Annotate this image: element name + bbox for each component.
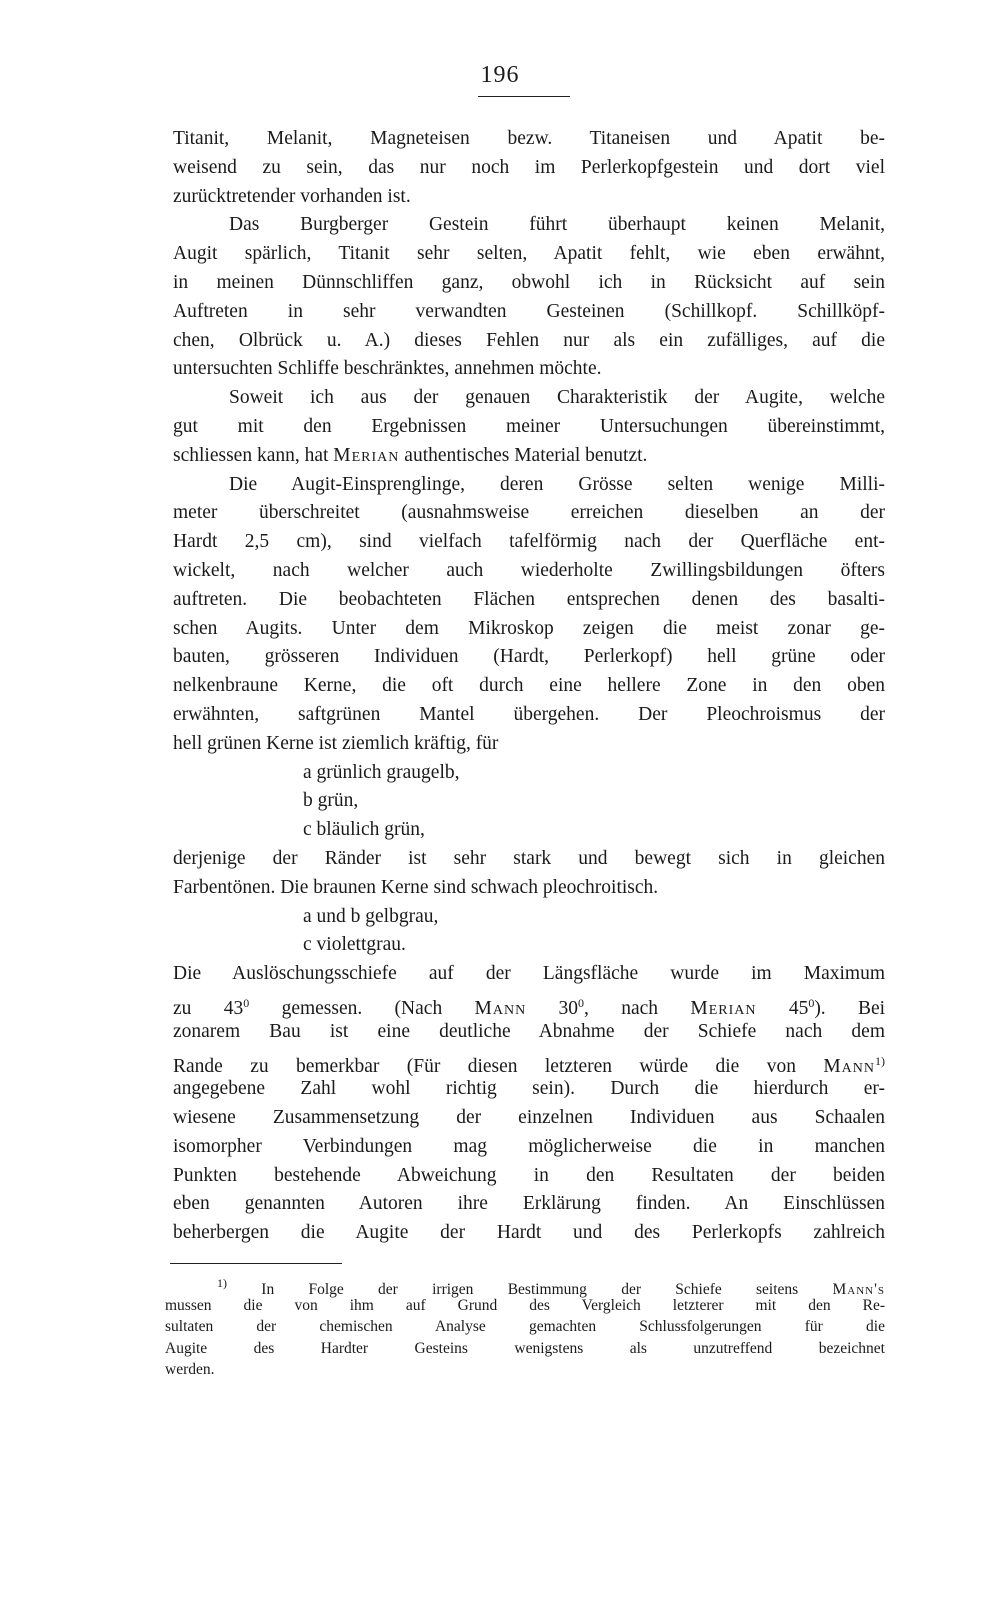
text-span: , nach bbox=[584, 997, 659, 1019]
text-line: angegebene Zahl wohl richtig sein). Durch die hierdurch er- bbox=[173, 1078, 885, 1100]
footnote-line: Augite des Hardter Gesteins wenigstens als unzutreffend bezeichnet bbox=[165, 1339, 885, 1357]
pleochroism-item: c violettgrau. bbox=[303, 934, 406, 956]
text-span: 30 bbox=[558, 997, 579, 1019]
author-name-mann: Mann bbox=[823, 1055, 876, 1077]
text-line: wickelt, nach welcher auch wiederholte Zwillingsbildungen öfters bbox=[173, 559, 885, 581]
text-line: Augit spärlich, Titanit sehr selten, Apatit fehlt, wie eben erwähnt, bbox=[173, 243, 885, 265]
text-line: weisend zu sein, das nur noch im Perlerkopfgestein und dort viel bbox=[173, 156, 885, 178]
text-line bbox=[173, 989, 885, 1018]
text-line: zonarem Bau ist eine deutliche Abnahme der Schiefe nach dem bbox=[173, 1020, 885, 1042]
text-line: Titanit, Melanit, Magneteisen bezw. Titaneisen und Apatit be- bbox=[173, 128, 885, 149]
degree-sign: 0 bbox=[578, 995, 585, 1010]
text-line: bauten, grösseren Individuen (Hardt, Perlerkopf) hell grüne oder bbox=[173, 646, 885, 668]
body-text bbox=[173, 125, 885, 1248]
text-line: meter überschreitet (ausnahmsweise erreichen dieselben an der bbox=[173, 502, 885, 524]
text-span: zu 43 bbox=[173, 997, 244, 1019]
footnote-reference: 1) bbox=[875, 1053, 886, 1068]
footnote-line: mussen die von ihm auf Grund des Vergleich letzterer mit den Re- bbox=[165, 1296, 885, 1314]
author-name-mann: Mann's bbox=[832, 1281, 886, 1298]
degree-sign: 0 bbox=[243, 995, 250, 1010]
author-name-merian: Merian bbox=[333, 444, 400, 466]
pleochroism-item: a grünlich graugelb, bbox=[303, 761, 460, 783]
text-line: isomorpher Verbindungen mag möglicherweise die in manchen bbox=[173, 1135, 885, 1157]
text-line: zurücktretender vorhanden ist. bbox=[173, 185, 411, 207]
page-number: 196 bbox=[480, 62, 520, 88]
text-line: Hardt 2,5 cm), sind vielfach tafelförmig nach der Querfläche ent- bbox=[173, 531, 885, 553]
pleochroism-item: c bläulich grün, bbox=[303, 819, 425, 841]
text-line: schen Augits. Unter dem Mikroskop zeigen die meist zonar ge- bbox=[173, 617, 885, 639]
text-span: 45 bbox=[788, 997, 809, 1019]
text-line: derjenige der Ränder ist sehr stark und bewegt sich in gleichen bbox=[173, 847, 885, 869]
author-name-merian: Merian bbox=[690, 997, 757, 1019]
footnote-line bbox=[165, 1273, 886, 1298]
footnote bbox=[165, 1273, 885, 1381]
text-line: in meinen Dünnschliffen ganz, obwohl ich in Rücksicht auf sein bbox=[173, 271, 885, 293]
footnote-marker: 1) bbox=[217, 1276, 227, 1290]
footnote-line: werden. bbox=[165, 1361, 215, 1378]
text-line: hell grünen Kerne ist ziemlich kräftig, für bbox=[173, 732, 499, 754]
text-line: Die Augit-Einsprenglinge, deren Grösse selten wenige Milli- bbox=[229, 473, 885, 495]
text-span: Rande zu bemerkbar (Für diesen letzteren würde die von bbox=[173, 1055, 796, 1077]
text-span: schliessen kann, hat bbox=[173, 444, 329, 466]
author-name-mann: Mann bbox=[474, 997, 527, 1019]
text-span: In Folge der irrigen Bestimmung der Schiefe seitens bbox=[261, 1281, 799, 1298]
text-line bbox=[173, 1047, 885, 1076]
footnote-line: sultaten der chemischen Analyse gemachten Schlussfolgerungen für die bbox=[165, 1318, 885, 1335]
text-line: untersuchten Schliffe beschränktes, annehmen möchte. bbox=[173, 358, 602, 380]
text-line: Die Auslöschungsschiefe auf der Längsfläche wurde im Maximum bbox=[173, 963, 885, 985]
text-line bbox=[173, 442, 885, 471]
pleochroism-item: b grün, bbox=[303, 790, 359, 812]
text-line: gut mit den Ergebnissen meiner Untersuchungen übereinstimmt, bbox=[173, 415, 885, 437]
text-span: gemessen. (Nach bbox=[281, 997, 443, 1019]
text-span: ). Bei bbox=[814, 997, 886, 1019]
text-line: beherbergen die Augite der Hardt und des Perlerkopfs zahlreich bbox=[173, 1222, 885, 1244]
text-line: Auftreten in sehr verwandten Gesteinen (Schillkopf. Schillköpf- bbox=[173, 300, 885, 322]
text-line: wiesene Zusammensetzung der einzelnen Individuen aus Schaalen bbox=[173, 1107, 885, 1129]
degree-sign: 0 bbox=[808, 995, 815, 1010]
text-line: chen, Olbrück u. A.) dieses Fehlen nur als ein zufälliges, auf die bbox=[173, 329, 885, 351]
pleochroism-item: a und b gelbgrau, bbox=[303, 905, 439, 927]
text-line: Farbentönen. Die braunen Kerne sind schwach pleochroitisch. bbox=[173, 876, 659, 898]
footnote-rule bbox=[170, 1263, 342, 1264]
text-line: erwähnten, saftgrünen Mantel übergehen. Der Pleochroismus der bbox=[173, 703, 885, 725]
text-line: Punkten bestehende Abweichung in den Resultaten der beiden bbox=[173, 1164, 885, 1186]
text-line: eben genannten Autoren ihre Erklärung finden. An Einschlüssen bbox=[173, 1193, 885, 1215]
text-line: Soweit ich aus der genauen Charakteristik der Augite, welche bbox=[229, 387, 885, 409]
text-line: nelkenbraune Kerne, die oft durch eine hellere Zone in den oben bbox=[173, 675, 885, 697]
text-line: auftreten. Die beobachteten Flächen entsprechen denen des basalti- bbox=[173, 588, 885, 610]
page-number-rule bbox=[478, 96, 570, 97]
text-span: authentisches Material benutzt. bbox=[404, 444, 648, 466]
text-line: Das Burgberger Gestein führt überhaupt keinen Melanit, bbox=[229, 214, 885, 236]
